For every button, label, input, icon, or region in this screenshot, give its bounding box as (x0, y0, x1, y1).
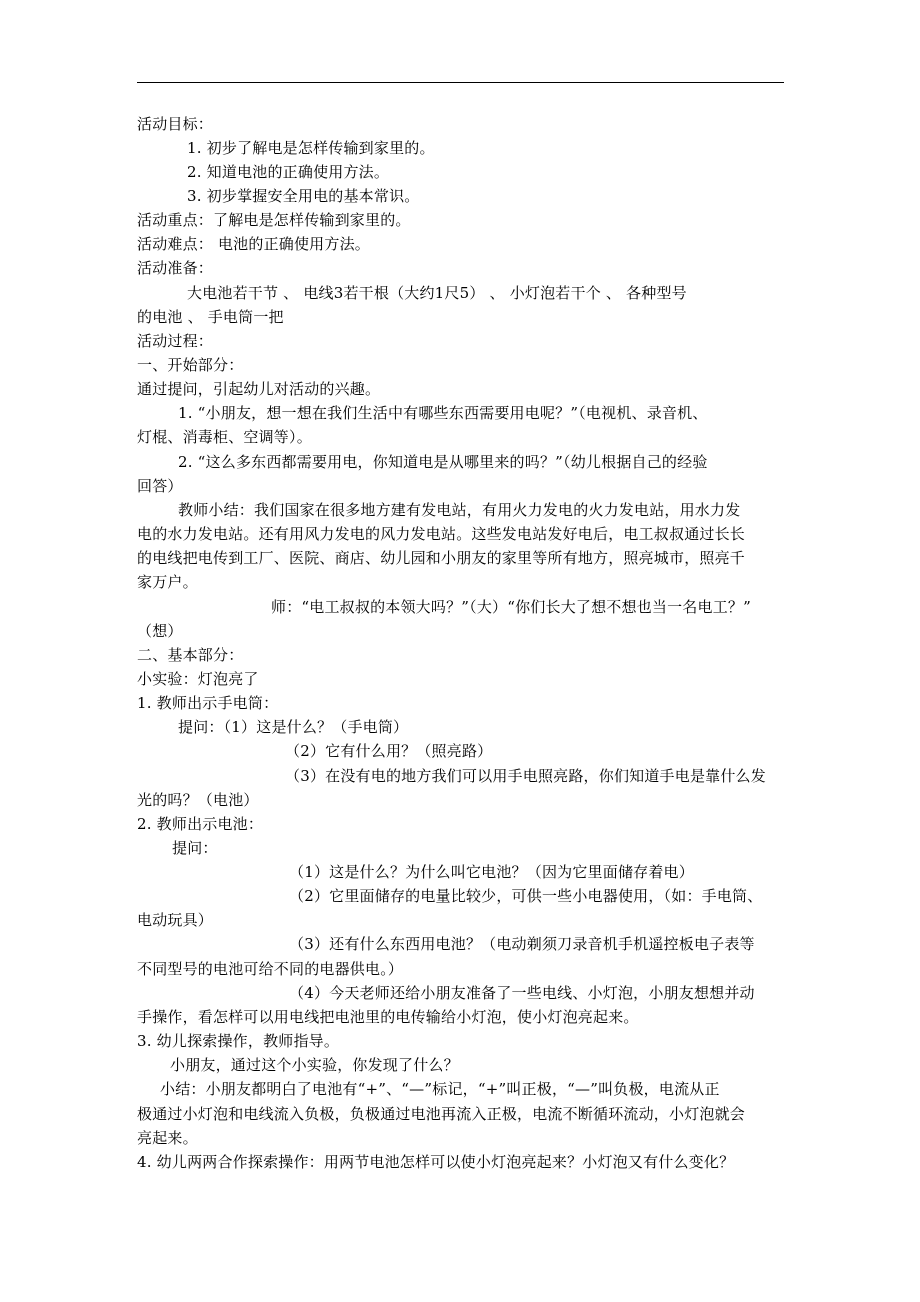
text-line: 3. 幼儿探索操作，教师指导。 (137, 1032, 340, 1050)
text-line: （3）在没有电的地方我们可以用手电照亮路，你们知道手电是靠什么发 (285, 767, 766, 785)
text-line: （2）它有什么用？（照亮路） (285, 742, 493, 760)
text-line: 2. “这么多东西都需要用电，你知道电是从哪里来的吗？”（幼儿根据自己的经验 (178, 453, 708, 471)
text-line: 家万户。 (137, 573, 198, 591)
text-line: （3）还有什么东西用电池？（电动剃须刀录音机手机遥控板电子表等 (289, 935, 755, 953)
text-line: 3. 初步掌握安全用电的基本常识。 (187, 187, 420, 205)
text-line: 2. 知道电池的正确使用方法。 (187, 163, 390, 181)
text-line: 灯棍、消毒柜、空调等）。 (137, 428, 312, 446)
text-line: 提问：（1）这是什么？（手电筒） (178, 718, 409, 736)
text-line: 活动重点：了解电是怎样传输到家里的。 (137, 211, 411, 229)
text-line: 光的吗？（电池） (137, 791, 259, 809)
text-line: 小朋友，通过这个小实验，你发现了什么？ (170, 1056, 459, 1074)
text-line: 电的水力发电站。还有用风力发电的风力发电站。这些发电站发好电后，电工叔叔通过长长 (137, 525, 746, 543)
text-line: （4）今天老师还给小朋友准备了一些电线、小灯泡，小朋友想想并动 (289, 984, 755, 1002)
text-line: 二、基本部分： (137, 646, 244, 664)
text-line: 大电池若干节 、 电线3若干根（大约1尺5） 、 小灯泡若干个 、 各种型号 (187, 284, 687, 302)
text-line: 1. 初步了解电是怎样传输到家里的。 (187, 139, 435, 157)
text-line: 2. 教师出示电池： (137, 815, 264, 833)
text-line: 小结：小朋友都明白了电池有“+”、“—”标记，“+”叫正极，“—”叫负极，电流从正 (160, 1080, 720, 1098)
text-line: 1. “小朋友，想一想在我们生活中有哪些东西需要用电呢？”（电视机、录音机、 (178, 404, 708, 422)
text-line: 通过提问，引起幼儿对活动的兴趣。 (137, 380, 381, 398)
text-line: 活动过程： (137, 332, 214, 350)
text-line: 活动难点： 电池的正确使用方法。 (137, 235, 370, 253)
text-line: 小实验：灯泡亮了 (137, 670, 259, 688)
text-line: 一、开始部分： (137, 356, 244, 374)
text-line: 回答） (137, 477, 183, 495)
text-line: 的电池 、 手电筒一把 (137, 308, 284, 326)
text-line: 提问： (172, 839, 218, 857)
text-line: 手操作，看怎样可以用电线把电池里的电传输给小灯泡，使小灯泡亮起来。 (137, 1008, 639, 1026)
text-line: 亮起来。 (137, 1129, 198, 1147)
text-line: （想） (137, 622, 183, 640)
text-line: 极通过小灯泡和电线流入负极，负极通过电池再流入正极，电流不断循环流动，小灯泡就会 (137, 1105, 746, 1123)
text-line: （1）这是什么？为什么叫它电池？（因为它里面储存着电） (289, 863, 694, 881)
text-line: 活动准备： (137, 259, 214, 277)
text-line: 不同型号的电池可给不同的电器供电。） (137, 960, 404, 978)
header-rule (137, 82, 784, 83)
text-line: 1. 教师出示手电筒： (137, 694, 279, 712)
text-line: 教师小结：我们国家在很多地方建有发电站，有用火力发电的火力发电站，用水力发 (178, 501, 741, 519)
text-line: 师：“电工叔叔的本领大吗？”（大）“你们长大了想不想也当一名电工？” (271, 598, 751, 616)
text-line: 的电线把电传到工厂、医院、商店、幼儿园和小朋友的家里等所有地方，照亮城市，照亮千 (137, 549, 746, 567)
text-line: 4. 幼儿两两合作探索操作：用两节电池怎样可以使小灯泡亮起来？小灯泡又有什么变化？ (137, 1153, 735, 1171)
text-line: （2）它里面储存的电量比较少，可供一些小电器使用，（如：手电筒、 (289, 887, 763, 905)
text-line: 电动玩具） (137, 911, 214, 929)
text-line: 活动目标： (137, 115, 214, 133)
